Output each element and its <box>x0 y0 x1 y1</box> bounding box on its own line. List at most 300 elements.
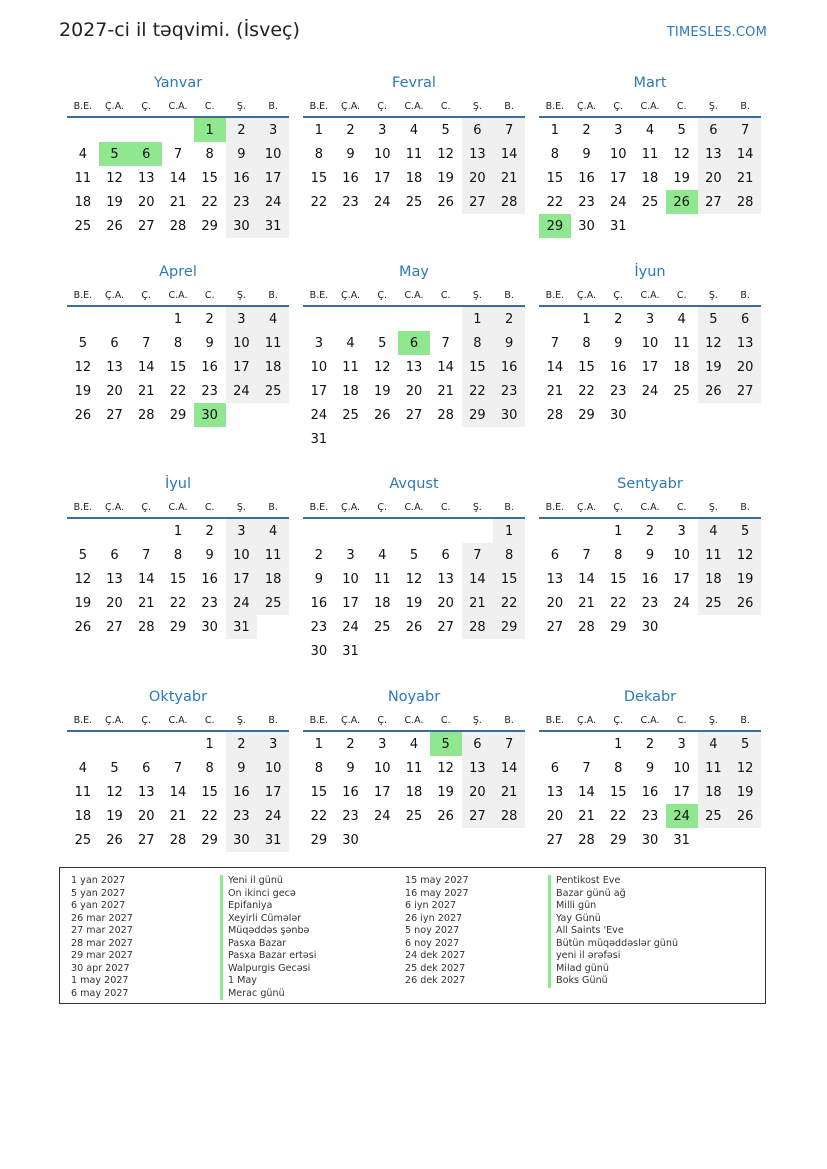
day-cell: 10 <box>310 359 328 375</box>
day-cell: 10 <box>226 331 258 355</box>
day-cell: 12 <box>74 359 92 375</box>
legend-entry: On ikinci gecə <box>220 888 316 901</box>
day-cell: 8 <box>582 335 591 351</box>
day-cell: 4 <box>257 306 289 331</box>
day-cell: 12 <box>106 170 123 186</box>
day-cell: 1 <box>173 311 183 327</box>
empty-cell <box>99 117 131 142</box>
day-cell: 25 <box>405 808 423 824</box>
day-cell: 25 <box>257 591 289 615</box>
legend-entry: Müqəddəs şənbə <box>220 925 316 938</box>
legend-entry: 27 mar 2027 <box>71 925 133 936</box>
legend-entry: yeni il ərəfəsi <box>548 950 678 963</box>
day-cell: 18 <box>342 383 359 399</box>
day-cell: 26 <box>729 591 761 615</box>
weekday-header: B. <box>257 497 289 518</box>
empty-cell <box>634 403 666 427</box>
empty-cell <box>729 214 761 238</box>
day-cell: 4 <box>409 122 419 138</box>
month-11 <box>303 687 525 852</box>
day-cell: 22 <box>609 808 627 824</box>
day-cell: 26 <box>74 619 92 635</box>
day-cell: 12 <box>698 331 730 355</box>
day-cell: 8 <box>550 146 559 162</box>
day-cell: 6 <box>698 117 730 142</box>
day-cell: 20 <box>405 383 423 399</box>
day-cell: 8 <box>614 760 623 776</box>
day-cell: 7 <box>493 731 525 756</box>
day-cell: 18 <box>405 170 423 186</box>
weekday-header: B. <box>493 710 525 731</box>
day-cell: 15 <box>201 170 218 186</box>
day-cell: 12 <box>437 146 454 162</box>
day-cell: 23 <box>342 808 359 824</box>
month-1 <box>67 73 289 238</box>
weekday-header: Ç. <box>602 497 634 518</box>
day-cell: 14 <box>546 359 564 375</box>
weekday-header: B. <box>257 710 289 731</box>
day-cell: 8 <box>173 335 183 351</box>
day-cell: 7 <box>729 117 761 142</box>
day-cell: 2 <box>205 523 214 539</box>
day-cell: 6 <box>441 547 450 563</box>
day-cell: 11 <box>373 571 391 587</box>
weekday-header: B.E. <box>539 96 571 117</box>
empty-cell <box>398 427 430 451</box>
day-cell: 8 <box>173 547 183 563</box>
day-cell: 15 <box>546 170 564 186</box>
day-cell: 20 <box>546 595 564 611</box>
day-cell: 25 <box>373 619 391 635</box>
day-cell: 4 <box>698 518 730 543</box>
empty-cell <box>571 731 603 756</box>
day-cell: 13 <box>137 170 155 186</box>
day-cell: 1 <box>582 311 591 327</box>
day-cell: 6 <box>462 117 494 142</box>
day-cell: 28 <box>462 615 494 639</box>
empty-cell <box>67 117 99 142</box>
day-cell: 27 <box>437 619 454 635</box>
day-cell: 2 <box>582 122 591 138</box>
month-8 <box>303 474 525 663</box>
day-cell: 6 <box>110 335 119 351</box>
day-cell: 18 <box>698 780 730 804</box>
holiday-day-cell: 26 <box>698 379 730 403</box>
weekday-header: Ç.A. <box>571 96 603 117</box>
day-cell: 31 <box>609 218 627 234</box>
day-cell: 2 <box>205 311 214 327</box>
day-cell: 8 <box>314 146 323 162</box>
day-cell: 14 <box>462 567 494 591</box>
legend-names-right <box>548 875 678 988</box>
month-name: Sentyabr <box>617 476 683 492</box>
day-cell: 25 <box>342 407 359 423</box>
weekday-header: C. <box>194 285 226 306</box>
day-cell: 7 <box>441 335 450 351</box>
day-cell: 3 <box>677 736 686 752</box>
day-cell: 25 <box>673 383 690 399</box>
legend-entry: Merac günü <box>220 988 316 1001</box>
month-9 <box>539 474 761 639</box>
day-cell: 25 <box>641 194 659 210</box>
day-cell: 20 <box>729 355 761 379</box>
empty-cell <box>162 117 194 142</box>
holiday-day-cell: 26 <box>666 190 698 214</box>
legend-entry: Bütün müqəddəslər günü <box>548 938 678 951</box>
day-cell: 5 <box>677 122 686 138</box>
empty-cell <box>366 518 398 543</box>
day-cell: 19 <box>729 567 761 591</box>
day-cell: 7 <box>582 760 591 776</box>
day-cell: 1 <box>614 523 623 539</box>
day-cell: 15 <box>201 784 218 800</box>
day-cell: 5 <box>729 731 761 756</box>
day-cell: 5 <box>698 306 730 331</box>
weekday-header: B.E. <box>303 497 335 518</box>
day-cell: 15 <box>169 359 187 375</box>
weekday-header: Ç.A. <box>99 710 131 731</box>
empty-cell <box>366 828 398 852</box>
day-cell: 29 <box>310 832 328 848</box>
day-cell: 5 <box>378 335 387 351</box>
day-cell: 3 <box>346 547 355 563</box>
weekday-header: Ç.A. <box>335 96 367 117</box>
holiday-day-cell: 16 <box>493 355 525 379</box>
day-cell: 28 <box>578 619 595 635</box>
day-cell: 24 <box>641 383 659 399</box>
month-name: Yanvar <box>153 75 203 91</box>
day-cell: 29 <box>609 619 627 635</box>
legend-entry: Pasxa Bazar <box>220 938 316 951</box>
legend-entry: 28 mar 2027 <box>71 937 133 949</box>
day-cell: 3 <box>257 731 289 756</box>
day-cell: 24 <box>257 190 289 214</box>
day-cell: 29 <box>169 407 187 423</box>
empty-cell <box>335 427 367 451</box>
day-cell: 26 <box>437 194 454 210</box>
day-cell: 12 <box>729 543 761 567</box>
day-cell: 31 <box>257 828 289 852</box>
day-cell: 29 <box>201 218 218 234</box>
day-cell: 24 <box>673 595 690 611</box>
legend-entry: Epifaniya <box>220 900 316 913</box>
legend-entry: Xeyirli Cümələr <box>220 913 316 926</box>
day-cell: 14 <box>169 784 187 800</box>
day-cell: 10 <box>673 760 690 776</box>
day-cell: 14 <box>493 142 525 166</box>
day-cell: 14 <box>578 784 595 800</box>
day-cell: 9 <box>205 547 214 563</box>
day-cell: 1 <box>550 122 559 138</box>
empty-cell <box>493 828 525 852</box>
weekday-header: C.A. <box>162 96 194 117</box>
weekday-header: Ş. <box>698 710 730 731</box>
day-cell: 25 <box>405 194 423 210</box>
day-cell: 18 <box>257 567 289 591</box>
empty-cell <box>634 214 666 238</box>
day-cell: 31 <box>673 832 690 848</box>
weekday-header: Ç.A. <box>571 285 603 306</box>
day-cell: 6 <box>110 547 119 563</box>
day-cell: 19 <box>437 170 454 186</box>
empty-cell <box>493 427 525 451</box>
month-name: Aprel <box>159 264 197 280</box>
day-cell: 22 <box>310 194 328 210</box>
weekday-header: C. <box>666 96 698 117</box>
day-cell: 15 <box>310 170 328 186</box>
day-cell: 23 <box>641 808 659 824</box>
legend-entry: Pentikost Eve <box>548 875 678 888</box>
day-cell: 24 <box>257 804 289 828</box>
weekday-header: Ş. <box>226 497 258 518</box>
day-cell: 2 <box>614 311 623 327</box>
day-cell: 5 <box>78 335 87 351</box>
day-cell: 16 <box>201 571 218 587</box>
legend-entry: 6 iyn 2027 <box>405 900 457 911</box>
weekday-header: B. <box>729 96 761 117</box>
holiday-day-cell: 5 <box>430 731 462 756</box>
day-cell: 27 <box>137 218 155 234</box>
day-cell: 7 <box>173 760 183 776</box>
day-cell: 23 <box>201 595 218 611</box>
empty-cell <box>67 306 99 331</box>
legend-entry: 26 dek 2027 <box>405 975 466 986</box>
day-cell: 3 <box>645 311 655 327</box>
day-cell: 4 <box>257 518 289 543</box>
empty-cell <box>462 518 494 543</box>
day-cell: 17 <box>673 784 690 800</box>
day-cell: 30 <box>226 828 258 852</box>
empty-cell <box>398 306 430 331</box>
day-cell: 7 <box>142 335 151 351</box>
empty-cell <box>398 518 430 543</box>
weekday-header: Ç.A. <box>335 497 367 518</box>
day-cell: 6 <box>550 760 559 776</box>
legend-entry: 26 mar 2027 <box>71 912 133 924</box>
day-cell: 30 <box>641 619 659 635</box>
day-cell: 12 <box>437 760 454 776</box>
legend-entry: Yeni il günü <box>220 875 316 888</box>
day-cell: 5 <box>110 760 119 776</box>
day-cell: 20 <box>106 383 123 399</box>
day-cell: 13 <box>462 756 494 780</box>
day-cell: 23 <box>226 190 258 214</box>
holiday-day-cell: 26 <box>729 804 761 828</box>
day-cell: 12 <box>405 571 423 587</box>
legend-entry: 25 dek 2027 <box>405 962 466 974</box>
day-cell: 9 <box>493 331 525 355</box>
month-3 <box>539 73 761 238</box>
day-cell: 16 <box>641 571 659 587</box>
day-cell: 24 <box>310 407 328 423</box>
day-cell: 10 <box>609 146 627 162</box>
empty-cell <box>729 403 761 427</box>
day-cell: 13 <box>106 359 123 375</box>
day-cell: 4 <box>378 547 387 563</box>
weekday-header: C.A. <box>634 285 666 306</box>
weekday-header: C.A. <box>398 497 430 518</box>
day-cell: 3 <box>314 335 323 351</box>
empty-cell <box>539 731 571 756</box>
weekday-header: C.A. <box>398 96 430 117</box>
empty-cell <box>99 518 131 543</box>
day-cell: 18 <box>257 355 289 379</box>
day-cell: 15 <box>493 567 525 591</box>
empty-cell <box>430 828 462 852</box>
legend-entry: Pasxa Bazar ertəsi <box>220 950 316 963</box>
holiday-day-cell: 29 <box>539 214 571 238</box>
day-cell: 24 <box>373 808 391 824</box>
day-cell: 2 <box>314 547 323 563</box>
day-cell: 24 <box>226 379 258 403</box>
month-name: Fevral <box>392 75 436 91</box>
day-cell: 19 <box>373 383 391 399</box>
empty-cell <box>430 306 462 331</box>
weekday-header: B.E. <box>67 96 99 117</box>
day-cell: 23 <box>226 804 258 828</box>
weekday-header: Ş. <box>462 96 494 117</box>
empty-cell <box>462 639 494 663</box>
day-cell: 13 <box>462 142 494 166</box>
day-cell: 23 <box>641 595 659 611</box>
day-cell: 8 <box>614 547 623 563</box>
day-cell: 24 <box>609 194 627 210</box>
weekday-header: C. <box>666 497 698 518</box>
day-cell: 23 <box>342 194 359 210</box>
day-cell: 18 <box>373 595 391 611</box>
day-cell: 29 <box>493 615 525 639</box>
day-cell: 25 <box>74 218 92 234</box>
day-cell: 8 <box>493 543 525 567</box>
day-cell: 20 <box>462 166 494 190</box>
day-cell: 15 <box>609 571 627 587</box>
legend-entry: 29 mar 2027 <box>71 950 133 961</box>
day-cell: 19 <box>106 194 123 210</box>
holiday-day-cell: 24 <box>666 804 698 828</box>
day-cell: 4 <box>78 760 87 776</box>
day-cell: 9 <box>346 760 355 776</box>
day-cell: 22 <box>310 808 328 824</box>
day-cell: 10 <box>257 142 289 166</box>
legend-entry: 6 may 2027 <box>71 987 129 999</box>
day-cell: 12 <box>673 146 690 162</box>
day-cell: 3 <box>226 306 258 331</box>
weekday-header: Ç.A. <box>99 285 131 306</box>
weekday-header: B. <box>729 710 761 731</box>
day-cell: 12 <box>729 756 761 780</box>
weekday-header: B. <box>257 96 289 117</box>
day-cell: 13 <box>106 571 123 587</box>
legend-entry: 1 May <box>220 975 316 988</box>
day-cell: 21 <box>462 591 494 615</box>
empty-cell <box>162 731 194 756</box>
day-cell: 2 <box>346 122 355 138</box>
weekday-header: C.A. <box>162 497 194 518</box>
day-cell: 3 <box>226 518 258 543</box>
day-cell: 9 <box>314 571 323 587</box>
legend-entry: All Saints 'Eve <box>548 925 678 938</box>
day-cell: 15 <box>578 359 595 375</box>
day-cell: 7 <box>493 117 525 142</box>
day-cell: 19 <box>405 595 423 611</box>
weekday-header: Ç.A. <box>99 96 131 117</box>
day-cell: 19 <box>74 383 92 399</box>
weekday-header: Ş. <box>462 285 494 306</box>
day-cell: 28 <box>493 804 525 828</box>
empty-cell <box>462 828 494 852</box>
day-cell: 17 <box>373 170 391 186</box>
day-cell: 30 <box>641 832 659 848</box>
month-7 <box>67 474 289 639</box>
day-cell: 31 <box>310 431 328 447</box>
weekday-header: Ş. <box>462 710 494 731</box>
month-name: İyun <box>634 264 666 280</box>
day-cell: 1 <box>314 736 323 752</box>
month-5 <box>303 262 525 451</box>
empty-cell <box>430 639 462 663</box>
day-cell: 18 <box>74 194 92 210</box>
weekday-header: B.E. <box>67 710 99 731</box>
day-cell: 23 <box>578 194 595 210</box>
day-cell: 11 <box>342 359 359 375</box>
day-cell: 22 <box>609 595 627 611</box>
day-cell: 16 <box>609 359 627 375</box>
day-cell: 26 <box>373 407 391 423</box>
day-cell: 26 <box>405 619 423 635</box>
empty-cell <box>130 731 162 756</box>
weekday-header: Ç.A. <box>99 497 131 518</box>
day-cell: 24 <box>226 591 258 615</box>
day-cell: 16 <box>641 784 659 800</box>
day-cell: 26 <box>74 407 92 423</box>
weekday-header: C. <box>430 710 462 731</box>
day-cell: 18 <box>673 359 690 375</box>
day-cell: 27 <box>137 832 155 848</box>
weekday-header: C.A. <box>398 710 430 731</box>
weekday-header: C. <box>430 285 462 306</box>
empty-cell <box>335 306 367 331</box>
day-cell: 21 <box>578 808 595 824</box>
day-cell: 22 <box>546 194 564 210</box>
day-cell: 16 <box>342 784 359 800</box>
day-cell: 10 <box>226 543 258 567</box>
day-cell: 12 <box>373 359 391 375</box>
day-cell: 8 <box>462 331 494 355</box>
day-cell: 9 <box>582 146 591 162</box>
month-2 <box>303 73 525 214</box>
day-cell: 28 <box>137 407 155 423</box>
weekday-header: Ş. <box>462 497 494 518</box>
empty-cell <box>257 403 289 427</box>
day-cell: 17 <box>373 784 391 800</box>
empty-cell <box>539 306 571 331</box>
weekday-header: Ş. <box>226 710 258 731</box>
day-cell: 21 <box>729 166 761 190</box>
weekday-header: C.A. <box>162 285 194 306</box>
day-cell: 15 <box>609 784 627 800</box>
day-cell: 22 <box>169 383 187 399</box>
day-cell: 11 <box>405 146 423 162</box>
legend-entry: 26 iyn 2027 <box>405 912 463 924</box>
day-cell: 17 <box>673 571 690 587</box>
weekday-header: B. <box>493 285 525 306</box>
brand-link[interactable]: TIMESLES.COM <box>666 25 767 40</box>
day-cell: 30 <box>493 403 525 427</box>
weekday-header: C.A. <box>162 710 194 731</box>
empty-cell <box>130 518 162 543</box>
weekday-header: Ç.A. <box>571 710 603 731</box>
day-cell: 20 <box>106 595 123 611</box>
